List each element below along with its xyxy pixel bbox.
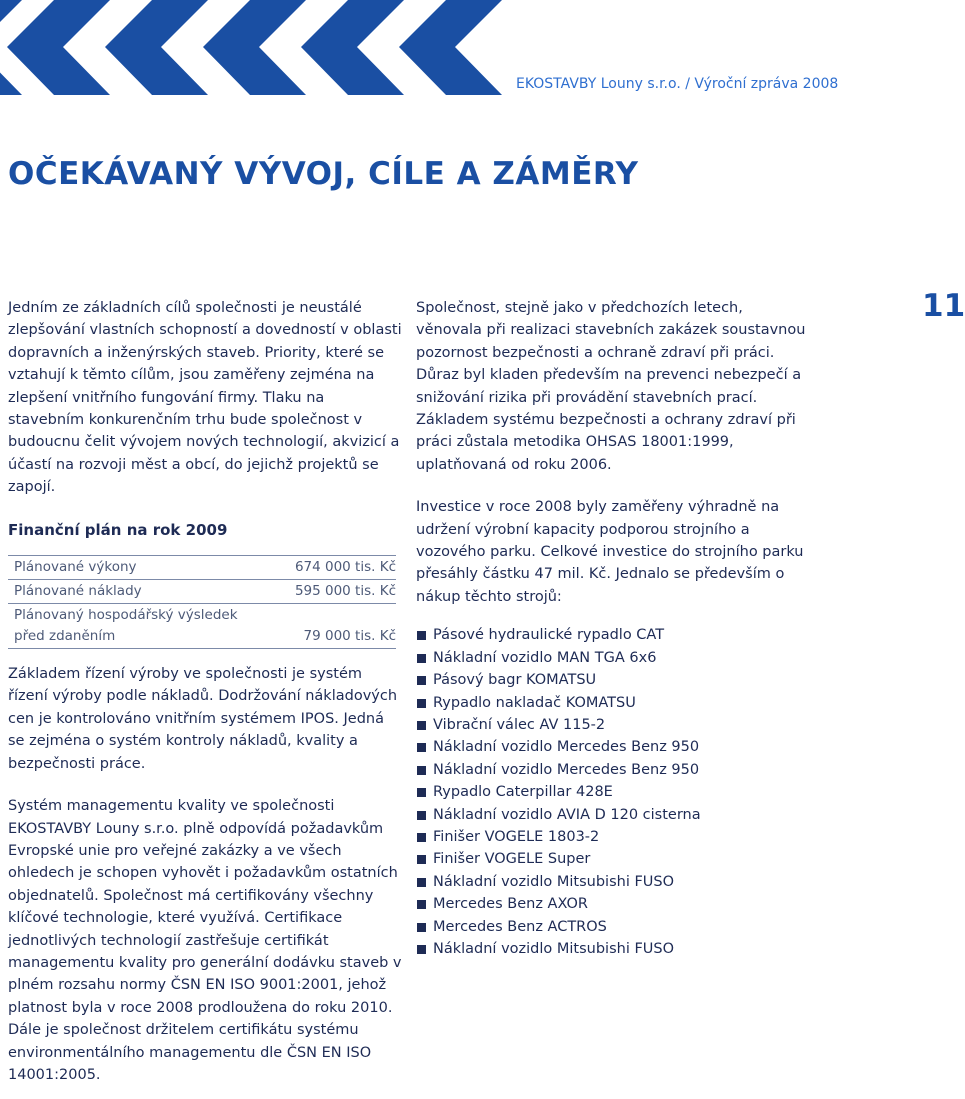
list-item	[416, 916, 811, 938]
list-item	[416, 893, 811, 915]
row-label: Plánované výkony	[14, 559, 137, 576]
list-item	[416, 624, 811, 646]
chevron-group	[0, 0, 502, 95]
machine-name: Nákladní vozidlo Mercedes Benz 950	[433, 739, 700, 756]
machine-name: Nákladní vozidlo Mercedes Benz 950	[433, 761, 700, 778]
row-label: Plánované náklady	[14, 583, 142, 600]
square-bullet-icon	[417, 631, 426, 640]
table-row	[8, 556, 396, 580]
list-item	[416, 692, 811, 714]
list-item	[416, 647, 811, 669]
square-bullet-icon	[417, 788, 426, 797]
machine-name: Vibrační válec AV 115-2	[433, 716, 606, 733]
list-item	[416, 804, 811, 826]
chevron-3	[105, 0, 208, 95]
list-item	[416, 669, 811, 691]
machine-name: Rypadlo Caterpillar 428E	[433, 784, 613, 801]
chevron-2	[7, 0, 110, 95]
machine-name: Pásové hydraulické rypadlo CAT	[433, 627, 665, 644]
list-item	[416, 938, 811, 960]
square-bullet-icon	[417, 811, 426, 820]
row-value: 674 000 tis. Kč	[294, 559, 396, 576]
square-bullet-icon	[417, 766, 426, 775]
square-bullet-icon	[417, 833, 426, 842]
machine-name: Nákladní vozidlo Mitsubishi FUSO	[433, 873, 675, 890]
square-bullet-icon	[417, 654, 426, 663]
chevron-arrows-decoration	[0, 0, 520, 95]
chevron-6	[399, 0, 502, 95]
row-label: Plánovaný hospodářský výsledek před zdaněním	[14, 607, 238, 645]
chevron-4	[203, 0, 306, 95]
list-item	[416, 826, 811, 848]
machine-name: Mercedes Benz ACTROS	[433, 918, 607, 935]
financial-plan-table	[8, 555, 396, 649]
machine-name: Rypadlo nakladač KOMATSU	[433, 694, 636, 711]
page-title: OČEKÁVANÝ VÝVOJ, CÍLE A ZÁMĚRY	[8, 156, 639, 192]
safety-paragraph: Společnost, stejně jako v předchozích letech, věnovala při realizaci stavebních zakázek soustavnou pozornost bezpečnosti a ochraně zdraví při práci. Důraz byl kladen především na prevenci nebezpečí a snižování rizika při provádění stavebních prací. Základem systému bezpečnosti a ochrany zdraví při práci zůstala metodika OHSAS 18001:1999, uplatňovaná od roku 2006.	[416, 300, 806, 473]
row-value: 79 000 tis. Kč	[303, 628, 396, 645]
square-bullet-icon	[417, 878, 426, 887]
square-bullet-icon	[417, 900, 426, 909]
machine-name: Nákladní vozidlo AVIA D 120 cisterna	[433, 806, 701, 823]
report-header: EKOSTAVBY Louny s.r.o. / Výroční zpráva 2008	[516, 76, 839, 92]
square-bullet-icon	[417, 923, 426, 932]
square-bullet-icon	[417, 699, 426, 708]
square-bullet-icon	[417, 945, 426, 954]
machine-name: Mercedes Benz AXOR	[433, 896, 588, 913]
list-item	[416, 871, 811, 893]
table-row	[8, 604, 396, 649]
right-column	[416, 297, 811, 960]
square-bullet-icon	[417, 743, 426, 752]
machine-name: Nákladní vozidlo Mitsubishi FUSO	[433, 940, 675, 957]
table-row	[8, 580, 396, 604]
page-number: 11	[922, 288, 965, 324]
cost-control-paragraph: Základem řízení výroby ve společnosti je systém řízení výroby podle nákladů. Dodržování nákladových cen je kontrolováno vnitřním systémem IPOS. Jedná se zejména o systém kontroly nákladů, kvality a bezpečnosti práce.	[8, 666, 398, 772]
list-item	[416, 848, 811, 870]
investment-paragraph: Investice v roce 2008 byly zaměřeny výhradně na udržení výrobní kapacity podporou strojního a vozového parku. Celkové investice do strojního parku přesáhly částku 47 mil. Kč. Jednalo se především o nákup těchto strojů:	[416, 499, 804, 605]
financial-plan-heading: Finanční plán na rok 2009	[8, 520, 228, 539]
machine-name: Finišer VOGELE Super	[433, 851, 591, 868]
left-column	[8, 297, 403, 1086]
machine-name: Nákladní vozidlo MAN TGA 6x6	[433, 649, 657, 666]
list-item	[416, 759, 811, 781]
quality-paragraph: Systém managementu kvality ve společnosti EKOSTAVBY Louny s.r.o. plně odpovídá požadavkům Evropské unie pro veřejné zakázky a ve všech ohledech je schopen vyhovět i požadavkům ostatních objednatelů. Společnost má certifikovány všechny klíčové technologie, které využívá. Certifikace jednotlivých technologií zastřešuje certifikát managementu kvality pro generální dodávku staveb v plném rozsahu normy ČSN EN ISO 9001:2001, jehož platnost byla v roce 2008 prodloužena do roku 2010. Dále je společnost držitelem certifikátu systému environmentálního managementu dle ČSN EN ISO 14001:2005.	[8, 798, 402, 1083]
row-value: 595 000 tis. Kč	[294, 583, 396, 600]
list-item	[416, 781, 811, 803]
intro-paragraph: Jedním ze základních cílů společnosti je neustálé zlepšování vlastních schopností a dovedností v oblasti dopravních a inženýrských staveb. Priority, které se vztahují k těmto cílům, jsou zaměřeny zejména na zlepšení vnitřního fungování firmy. Tlaku na stavebním konkurenčním trhu bude společnost v budoucnu čelit vývojem nových technologií, akvizicí a účastí na rozvoji měst a obcí, do jejichž projektů se zapojí.	[8, 300, 402, 496]
square-bullet-icon	[417, 855, 426, 864]
square-bullet-icon	[417, 676, 426, 685]
machine-name: Finišer VOGELE 1803-2	[433, 828, 600, 845]
square-bullet-icon	[417, 721, 426, 730]
chevron-5	[301, 0, 404, 95]
list-item	[416, 714, 811, 736]
list-item	[416, 736, 811, 758]
machine-list	[416, 624, 811, 960]
machine-name: Pásový bagr KOMATSU	[433, 672, 597, 689]
